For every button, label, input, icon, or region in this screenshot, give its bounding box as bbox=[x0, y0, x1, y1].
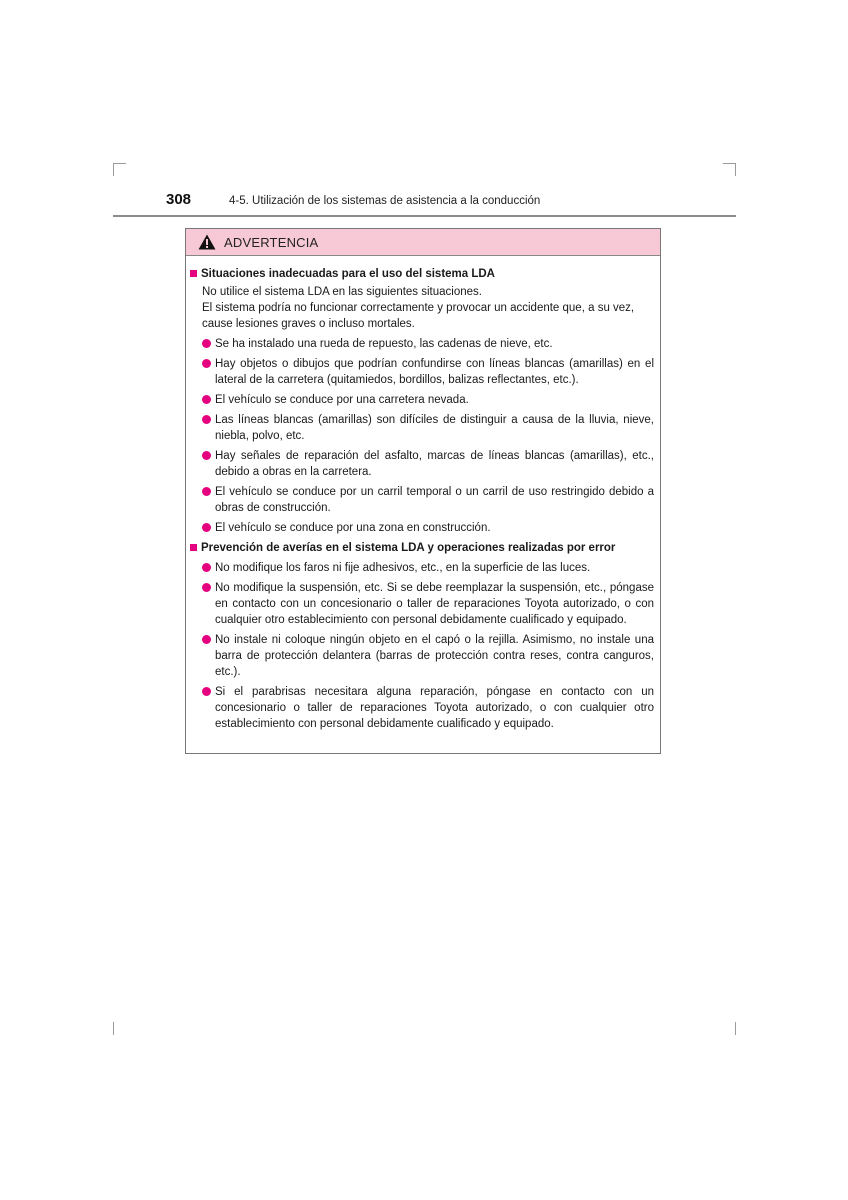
warning-triangle-icon bbox=[198, 234, 216, 250]
bullet-dot-icon bbox=[202, 635, 211, 644]
bullet-dot-icon bbox=[202, 487, 211, 496]
bullet-dot-icon bbox=[202, 687, 211, 696]
list-item bbox=[190, 448, 656, 480]
crop-mark-top-right-horizontal bbox=[723, 163, 736, 164]
crop-mark-top-left-vertical bbox=[113, 163, 114, 176]
bullet-dot-icon bbox=[202, 523, 211, 532]
list-item-text: No modifique la suspensión, etc. Si se debe reemplazar la suspensión, etc., póngase en contacto con un concesionario o taller de reparaciones Toyota autorizado, o con cualquier otro establecimiento con personal debidamente cualificado y equipado. bbox=[215, 582, 654, 626]
crop-mark-top-right-vertical bbox=[735, 163, 736, 176]
list-item bbox=[190, 520, 656, 536]
intro-paragraph: El sistema podría no funcionar correctamente y provocar un accidente que, a su vez, cause lesiones graves o incluso mortales. bbox=[202, 302, 635, 330]
warning-box bbox=[185, 228, 661, 754]
list-item-text: El vehículo se conduce por una carretera nevada. bbox=[215, 394, 469, 406]
bullet-dot-icon bbox=[202, 451, 211, 460]
list-item bbox=[190, 412, 656, 444]
list-item bbox=[190, 484, 656, 516]
list-item bbox=[190, 336, 656, 352]
warning-title: ADVERTENCIA bbox=[224, 234, 319, 250]
crop-mark-bottom-right bbox=[735, 1022, 736, 1035]
list-item bbox=[190, 392, 656, 408]
list-item bbox=[190, 580, 656, 628]
list-item-text: Si el parabrisas necesitara alguna reparación, póngase en contacto con un concesionario o taller de reparaciones Toyota autorizado, o con cualquier otro establecimiento con personal debidamente cualificado y equipado. bbox=[215, 686, 654, 730]
crop-mark-bottom-left bbox=[113, 1022, 114, 1035]
list-item-text: Hay objetos o dibujos que podrían confundirse con líneas blancas (amarillas) en el lateral de la carretera (quitamiedos, bordillos, balizas reflectantes, etc.). bbox=[215, 358, 654, 386]
list-item-text: No modifique los faros ni fije adhesivos, etc., en la superficie de las luces. bbox=[215, 562, 591, 574]
list-item bbox=[190, 356, 656, 388]
page-number: 308 bbox=[166, 191, 192, 208]
list-item-text: El vehículo se conduce por una zona en construcción. bbox=[215, 522, 491, 534]
square-bullet-icon bbox=[190, 544, 197, 551]
section-title: 4-5. Utilización de los sistemas de asistencia a la conducción bbox=[229, 195, 541, 207]
list-item-text: El vehículo se conduce por un carril temporal o un carril de uso restringido debido a obras de construcción. bbox=[215, 486, 654, 514]
header-rule bbox=[113, 215, 736, 217]
bullet-dot-icon bbox=[202, 583, 211, 592]
bullet-dot-icon bbox=[202, 359, 211, 368]
list-item bbox=[190, 560, 656, 576]
square-bullet-icon bbox=[190, 270, 197, 277]
section-heading-text: Situaciones inadecuadas para el uso del sistema LDA bbox=[201, 268, 495, 280]
crop-mark-top-left-horizontal bbox=[113, 163, 126, 164]
bullet-dot-icon bbox=[202, 415, 211, 424]
section-heading bbox=[190, 266, 656, 282]
list-item-text: Hay señales de reparación del asfalto, marcas de líneas blancas (amarillas), etc., debido a obras en la carretera. bbox=[215, 450, 654, 478]
list-item-text: Las líneas blancas (amarillas) son difíciles de distinguir a causa de la lluvia, nieve, niebla, polvo, etc. bbox=[215, 414, 654, 442]
warning-body bbox=[186, 256, 660, 732]
section-heading bbox=[190, 540, 656, 556]
bullet-list bbox=[190, 560, 656, 732]
warning-header bbox=[186, 229, 660, 256]
intro-paragraph: No utilice el sistema LDA en las siguientes situaciones. bbox=[202, 286, 482, 298]
bullet-dot-icon bbox=[202, 395, 211, 404]
section-heading-text: Prevención de averías en el sistema LDA y operaciones realizadas por error bbox=[201, 542, 616, 554]
list-item bbox=[190, 632, 656, 680]
list-item-text: Se ha instalado una rueda de repuesto, las cadenas de nieve, etc. bbox=[215, 338, 553, 350]
bullet-list bbox=[190, 336, 656, 536]
bullet-dot-icon bbox=[202, 339, 211, 348]
list-item-text: No instale ni coloque ningún objeto en el capó o la rejilla. Asimismo, no instale una barra de protección delantera (barras de protección contra reses, contra canguros, etc.). bbox=[215, 634, 654, 678]
list-item bbox=[190, 684, 656, 732]
bullet-dot-icon bbox=[202, 563, 211, 572]
